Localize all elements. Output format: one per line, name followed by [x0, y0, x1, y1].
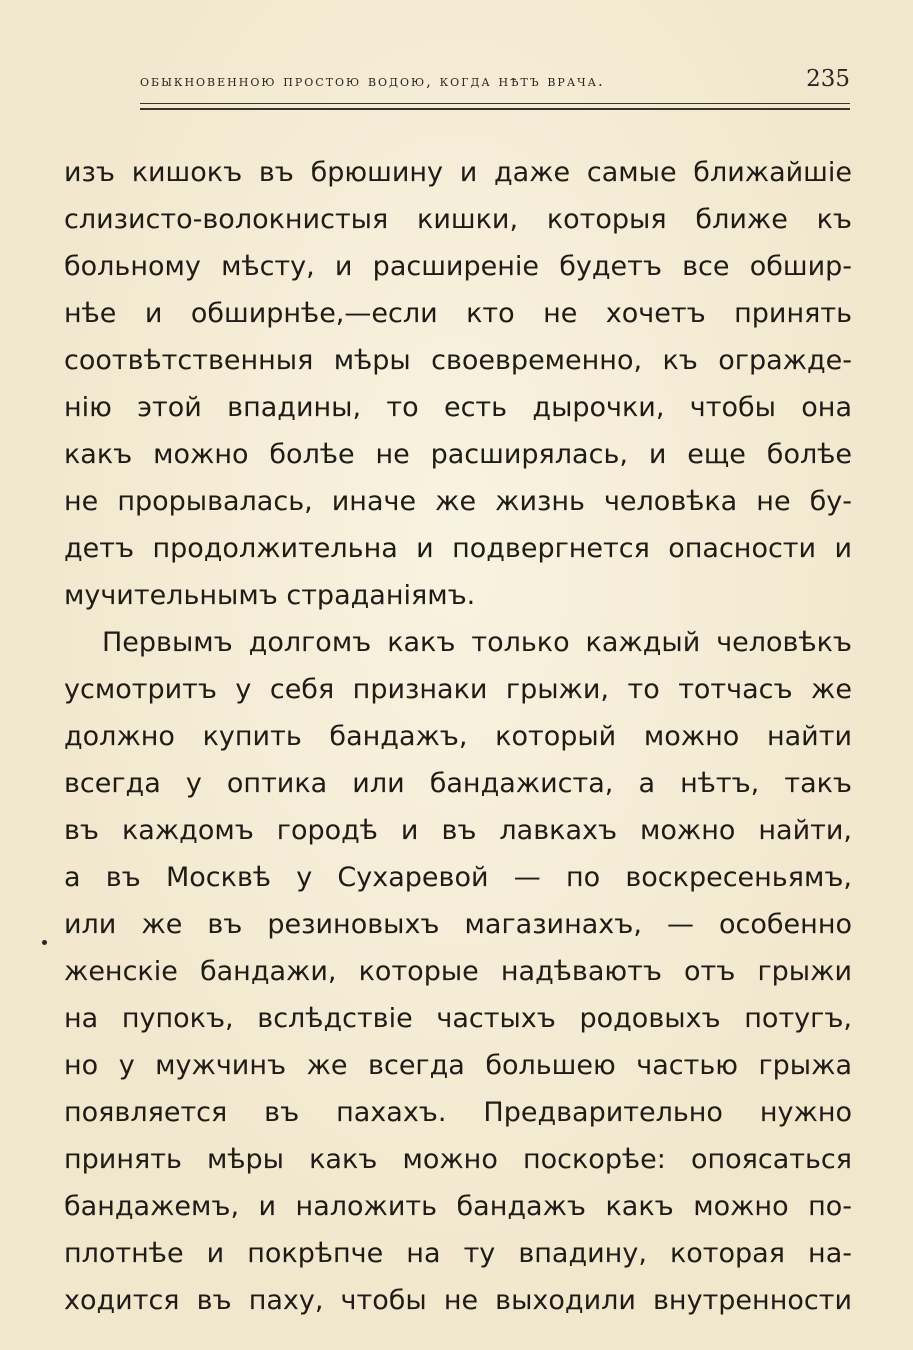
- paragraph-end-line: мучительнымъ страданіямъ.: [64, 580, 476, 611]
- text-line: больному мѣсту, и расширеніе будетъ все обшир-: [64, 251, 852, 282]
- text-line: женскіе бандажи, которые надѣваютъ отъ грыжи: [64, 956, 852, 987]
- text-line: усмотритъ у себя признаки грыжи, то тотчасъ же: [64, 674, 852, 705]
- text-line: детъ продолжительна и подвергнется опасности и: [64, 533, 852, 564]
- text-line: на пупокъ, вслѣдствіе частыхъ родовыхъ потугъ,: [64, 1003, 852, 1034]
- text-line: нію этой впадины, то есть дырочки, чтобы она: [64, 392, 852, 423]
- paragraph-start-line: Первымъ долгомъ какъ только каждый человѣкъ: [102, 627, 852, 658]
- text-line: соотвѣтственныя мѣры своевременно, къ огражде-: [64, 345, 852, 376]
- text-line: плотнѣе и покрѣпче на ту впадину, которая на-: [64, 1238, 852, 1269]
- text-line: изъ кишокъ въ брюшину и даже самые ближайшіе: [64, 157, 852, 188]
- text-line: но у мужчинъ же всегда большею частью грыжа: [64, 1050, 852, 1081]
- header-rule-thick: [140, 108, 850, 110]
- text-line: или же въ резиновыхъ магазинахъ, — особенно: [64, 909, 852, 940]
- text-line: въ каждомъ городѣ и въ лавкахъ можно найти,: [64, 815, 852, 846]
- page-number: 235: [806, 66, 850, 92]
- text-line: всегда у оптика или бандажиста, а нѣтъ, такъ: [64, 768, 852, 799]
- text-line: какъ можно болѣе не расширялась, и еще болѣе: [64, 439, 852, 470]
- text-line: бандажемъ, и наложить бандажъ какъ можно по-: [64, 1191, 852, 1222]
- text-line: должно купить бандажъ, который можно найти: [64, 721, 852, 752]
- text-line: а въ Москвѣ у Сухаревой — по воскресеньямъ,: [64, 862, 852, 893]
- margin-dot-mark: [42, 940, 47, 945]
- body-text: [64, 149, 852, 1324]
- running-title: обыкновенною простою водою, когда нѣтъ врача.: [140, 72, 605, 90]
- header-rule-thin: [140, 103, 850, 104]
- text-line: принять мѣры какъ можно поскорѣе: опоясаться: [64, 1144, 852, 1175]
- running-head: [140, 66, 850, 102]
- text-line: появляется въ пахахъ. Предварительно нужно: [64, 1097, 852, 1128]
- text-line: ходится въ паху, чтобы не выходили внутренности: [64, 1285, 852, 1316]
- text-line: не прорывалась, иначе же жизнь человѣка не бу-: [64, 486, 852, 517]
- text-line: слизисто-волокнистыя кишки, которыя ближе къ: [64, 204, 852, 235]
- text-line: нѣе и обширнѣе,—если кто не хочетъ принять: [64, 298, 852, 329]
